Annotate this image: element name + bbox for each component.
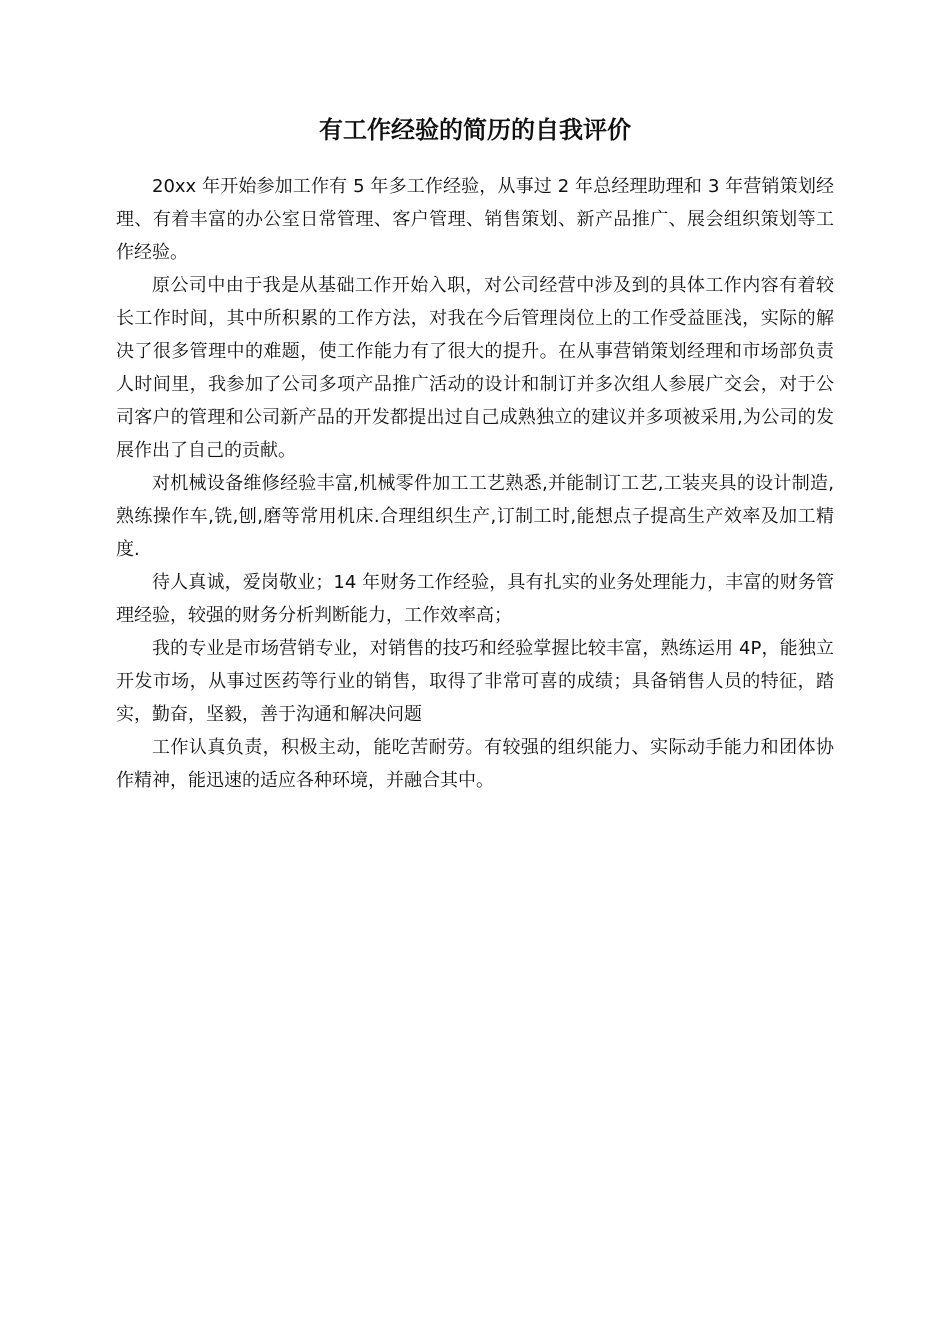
paragraph-finance-experience: 待人真诚，爱岗敬业；14 年财务工作经验，具有扎实的业务处理能力，丰富的财务管理经验，较强的财务分析判断能力，工作效率高； (116, 572, 834, 626)
paragraph-work-attitude: 工作认真负责，积极主动，能吃苦耐劳。有较强的组织能力、实际动手能力和团体协作精神，能迅速的适应各种环境，并融合其中。 (116, 737, 834, 791)
paragraph-work-experience: 20xx 年开始参加工作有 5 年多工作经验，从事过 2 年总经理助理和 3 年营销策划经理、有着丰富的办公室日常管理、客户管理、销售策划、新产品推广、展会组织策划等工作经验。 (116, 176, 834, 263)
document-title: 有工作经验的简历的自我评价 (319, 116, 631, 144)
paragraph-machinery-skills: 对机械设备维修经验丰富,机械零件加工工艺熟悉,并能制订工艺,工装夹具的设计制造,熟练操作车,铣,刨,磨等常用机床.合理组织生产,订制工时,能想点子提高生产效率及加工精度. (116, 473, 834, 560)
document-body (116, 170, 834, 797)
paragraph-previous-company: 原公司中由于我是从基础工作开始入职，对公司经营中涉及到的具体工作内容有着较长工作时间，其中所积累的工作方法，对我在今后管理岗位上的工作受益匪浅，实际的解决了很多管理中的难题，使工作能力有了很大的提升。在从事营销策划经理和市场部负责人时间里，我参加了公司多项产品推广活动的设计和制订并多次组人参展广交会，对于公司客户的管理和公司新产品的开发都提出过自己成熟独立的建议并多项被采用,为公司的发展作出了自己的贡献。 (116, 275, 834, 461)
paragraph-marketing-major: 我的专业是市场营销专业，对销售的技巧和经验掌握比较丰富，熟练运用 4P，能独立开发市场，从事过医药等行业的销售，取得了非常可喜的成绩；具备销售人员的特征，踏实，勤奋，坚毅，善于沟通和解决问题 (116, 638, 834, 725)
